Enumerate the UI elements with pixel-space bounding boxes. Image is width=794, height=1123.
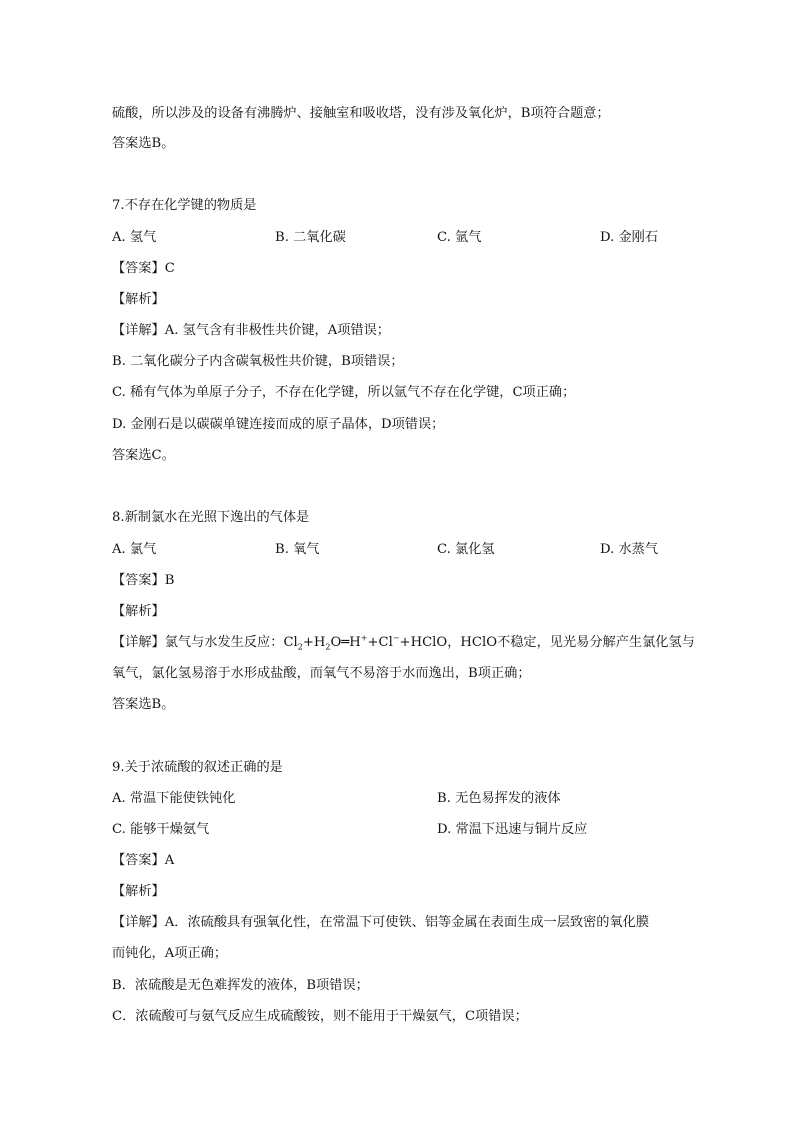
q9-answer: 【答案】A (112, 853, 175, 868)
q7-answer: 【答案】C (112, 261, 175, 276)
intro-line-2: 答案选B。 (112, 136, 175, 151)
q8-detail-prefix: 【详解】氯气与水发生反应： (112, 635, 284, 650)
q9-option-b: B. 无色易挥发的液体 (437, 791, 561, 806)
q7-option-a: A. 氢气 (112, 230, 157, 245)
q9-analysis-heading: 【解析】 (112, 884, 165, 899)
q9-detail-2: 而钝化，A项正确； (112, 946, 228, 961)
q7-detail-4: D. 金刚石是以碳碳单键连接而成的原子晶体，D项错误； (112, 417, 445, 432)
intro-line-1: 硫酸，所以涉及的设备有沸腾炉、接触室和吸收塔，没有涉及氧化炉，B项符合题意； (112, 106, 610, 121)
q7-detail-1: 【详解】A. 氢气含有非极性共价键，A项错误； (112, 323, 390, 338)
q8-stem: 8.新制氯水在光照下逸出的气体是 (112, 510, 310, 525)
q7-detail-2: B. 二氧化碳分子内含碳氧极性共价键，B项错误； (112, 354, 404, 369)
q8-option-c: C. 氯化氢 (437, 542, 495, 557)
q9-detail-1: 【详解】A．浓硫酸具有强氧化性，在常温下可使铁、铝等金属在表面生成一层致密的氧化膜 (112, 915, 650, 930)
q9-option-a: A. 常温下能使铁钝化 (112, 791, 236, 806)
q9-option-c: C. 能够干燥氨气 (112, 822, 210, 837)
q8-equation: $Cl_2+H_2O═H^++Cl^-+HClO$，HClO不稳定，见光易分解产生氯化氢与 (283, 633, 695, 652)
q7-option-d: D. 金刚石 (600, 230, 659, 245)
q7-analysis-heading: 【解析】 (112, 292, 165, 307)
q7-stem: 7.不存在化学键的物质是 (112, 198, 257, 213)
q7-option-b: B. 二氧化碳 (275, 230, 346, 245)
q8-analysis-heading: 【解析】 (112, 604, 165, 619)
q7-detail-3: C. 稀有气体为单原子分子，不存在化学键，所以氩气不存在化学键，C项正确； (112, 385, 576, 400)
q8-conclusion: 答案选B。 (112, 697, 175, 712)
q8-option-d: D. 水蒸气 (600, 542, 659, 557)
q9-detail-4: C．浓硫酸可与氨气反应生成硫酸铵，则不能用于干燥氨气，C项错误； (112, 1009, 528, 1024)
q8-answer: 【答案】B (112, 573, 175, 588)
q8-option-b: B. 氧气 (275, 542, 320, 557)
q9-stem: 9.关于浓硫酸的叙述正确的是 (112, 760, 283, 775)
q7-option-c: C. 氩气 (437, 230, 482, 245)
q7-conclusion: 答案选C。 (112, 448, 175, 463)
q8-detail-1 (112, 634, 695, 652)
q8-detail-2: 氧气，氯化氢易溶于水形成盐酸，而氧气不易溶于水而逸出，B项正确； (112, 666, 531, 681)
q9-detail-3: B．浓硫酸是无色难挥发的液体，B项错误； (112, 978, 369, 993)
q8-option-a: A. 氯气 (112, 542, 157, 557)
q9-option-d: D. 常温下迅速与铜片反应 (437, 822, 588, 837)
